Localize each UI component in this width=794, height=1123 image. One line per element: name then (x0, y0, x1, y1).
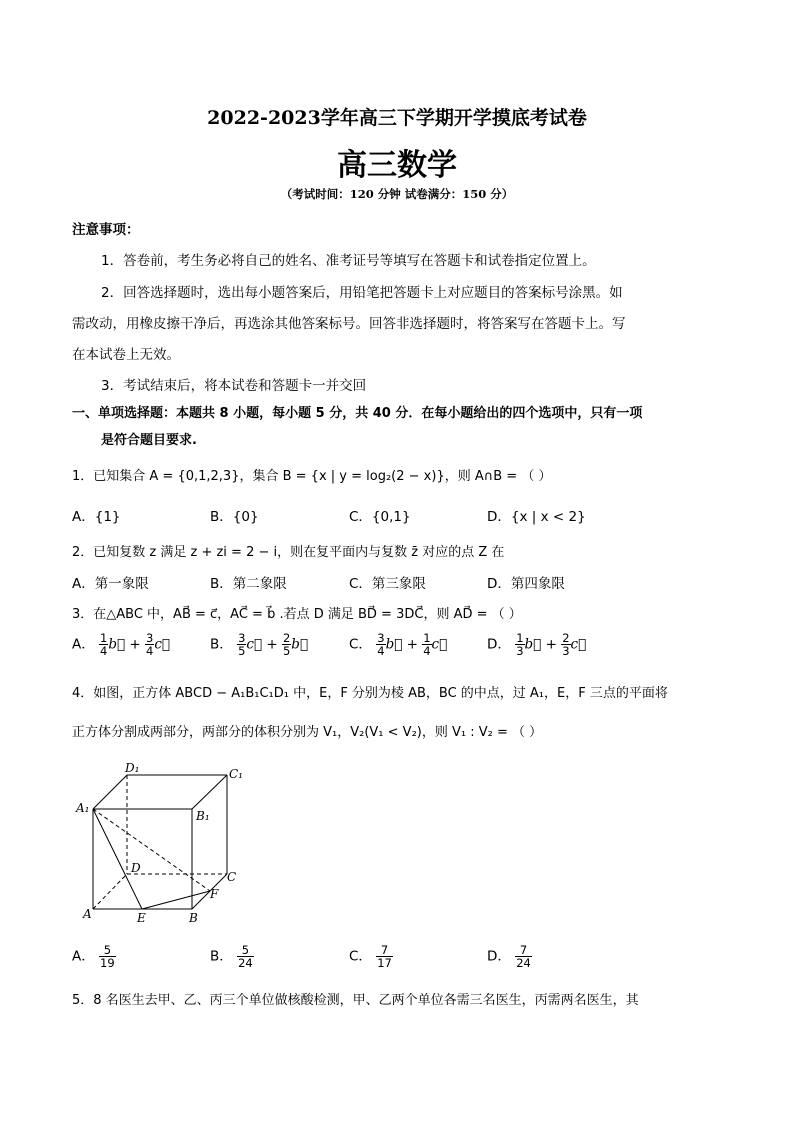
q2-option-d[interactable]: D．第四象限 (487, 576, 565, 592)
q4-option-a[interactable]: A． $\frac{5}{19}$ (72, 943, 115, 971)
notice-heading: 注意事项： (72, 222, 140, 238)
q4-option-b[interactable]: B． $\frac{5}{24}$ (210, 943, 253, 971)
q3-option-a[interactable]: A． $\frac{1}{4}$ b⃗ + $\frac{3}{4}$ c⃗ (72, 631, 171, 659)
q3-option-b[interactable]: B． $\frac{3}{5}$ c⃗ + $\frac{2}{5}$ b⃗ (210, 631, 309, 659)
label-b1: B₁ (196, 809, 210, 823)
label-d1: D₁ (125, 761, 140, 775)
option-label: C． (349, 636, 372, 653)
label-a1: A₁ (76, 801, 90, 815)
label-d: D (131, 861, 141, 875)
option-label: D． (487, 948, 511, 965)
exam-title: 2022-2023学年高三下学期开学摸底考试卷 (207, 107, 587, 129)
question-4-stem: 4．如图，正方体 ABCD − A₁B₁C₁D₁ 中，E，F 分别为棱 AB，BC 的中点，过 A₁，E，F 三点的平面将 (72, 686, 668, 701)
label-c1: C₁ (229, 767, 243, 781)
notice-item: 需改动，用橡皮擦干净后，再选涂其他答案标号。回答非选择题时，将答案写在答题卡上。写 (72, 316, 626, 332)
question-3-stem: 3．在△ABC 中，AB⃗ = c⃗，AC⃗ = b⃗ .若点 D 满足 BD⃗ = 3DC⃗，则 AD⃗ = （ ） (72, 607, 522, 622)
option-label: C． (349, 948, 372, 965)
question-1-stem: 1．已知集合 A = {0,1,2,3}，集合 B = {x | y = log₂(2 − x)}，则 A∩B = （ ） (72, 469, 552, 484)
q1-option-a[interactable]: A．{1} (72, 509, 121, 525)
notice-item: 3．考试结束后，将本试卷和答题卡一并交回 (101, 378, 367, 394)
notice-item: 2．回答选择题时，选出每小题答案后，用铅笔把答题卡上对应题目的答案标号涂黑。如 (101, 285, 623, 301)
label-a: A (83, 907, 92, 921)
cube-figure (70, 760, 260, 930)
label-c: C (227, 870, 237, 884)
q4-option-c[interactable]: C． $\frac{7}{17}$ (349, 943, 392, 971)
exam-info: （考试时间：120 分钟 试卷满分：150 分） (280, 187, 514, 201)
q2-option-b[interactable]: B．第二象限 (210, 576, 287, 592)
q3-option-c[interactable]: C． $\frac{3}{4}$ b⃗ + $\frac{1}{4}$ c⃗ (349, 631, 448, 659)
section-heading: 一、单项选择题：本题共 8 小题，每小题 5 分，共 40 分．在每小题给出的四个选项中，只有一项 (72, 406, 643, 421)
option-label: A． (72, 636, 95, 653)
label-e: E (137, 911, 146, 925)
q2-option-c[interactable]: C．第三象限 (349, 576, 426, 592)
q1-option-b[interactable]: B．{0} (210, 509, 259, 525)
q1-option-c[interactable]: C．{0,1} (349, 509, 411, 525)
q4-option-d[interactable]: D． $\frac{7}{24}$ (487, 943, 531, 971)
section-heading-cont: 是符合题目要求. (101, 433, 197, 448)
notice-item: 在本试卷上无效。 (72, 347, 180, 363)
q2-option-a[interactable]: A．第一象限 (72, 576, 149, 592)
question-4-stem-cont: 正方体分割成两部分，两部分的体积分别为 V₁，V₂(V₁ < V₂)，则 V₁ : V₂ = （ ） (72, 725, 543, 740)
q3-option-d[interactable]: D． $\frac{1}{3}$ b⃗ + $\frac{2}{3}$ c⃗ (487, 631, 587, 659)
question-5-stem: 5．8 名医生去甲、乙、丙三个单位做核酸检测，甲、乙两个单位各需三名医生，丙需两名医生，其 (72, 993, 639, 1008)
question-2-stem: 2．已知复数 z 满足 z + zi = 2 − i，则在复平面内与复数 z̄ 对应的点 Z 在 (72, 545, 505, 560)
label-f: F (210, 887, 219, 901)
option-label: B． (210, 636, 233, 653)
option-label: B． (210, 948, 233, 965)
option-label: D． (487, 636, 511, 653)
option-label: A． (72, 948, 95, 965)
subject-title: 高三数学 (337, 148, 457, 183)
label-b: B (189, 911, 198, 925)
q1-option-d[interactable]: D．{x | x < 2} (487, 509, 586, 525)
notice-item: 1．答卷前，考生务必将自己的姓名、准考证号等填写在答题卡和试卷指定位置上。 (101, 253, 596, 269)
